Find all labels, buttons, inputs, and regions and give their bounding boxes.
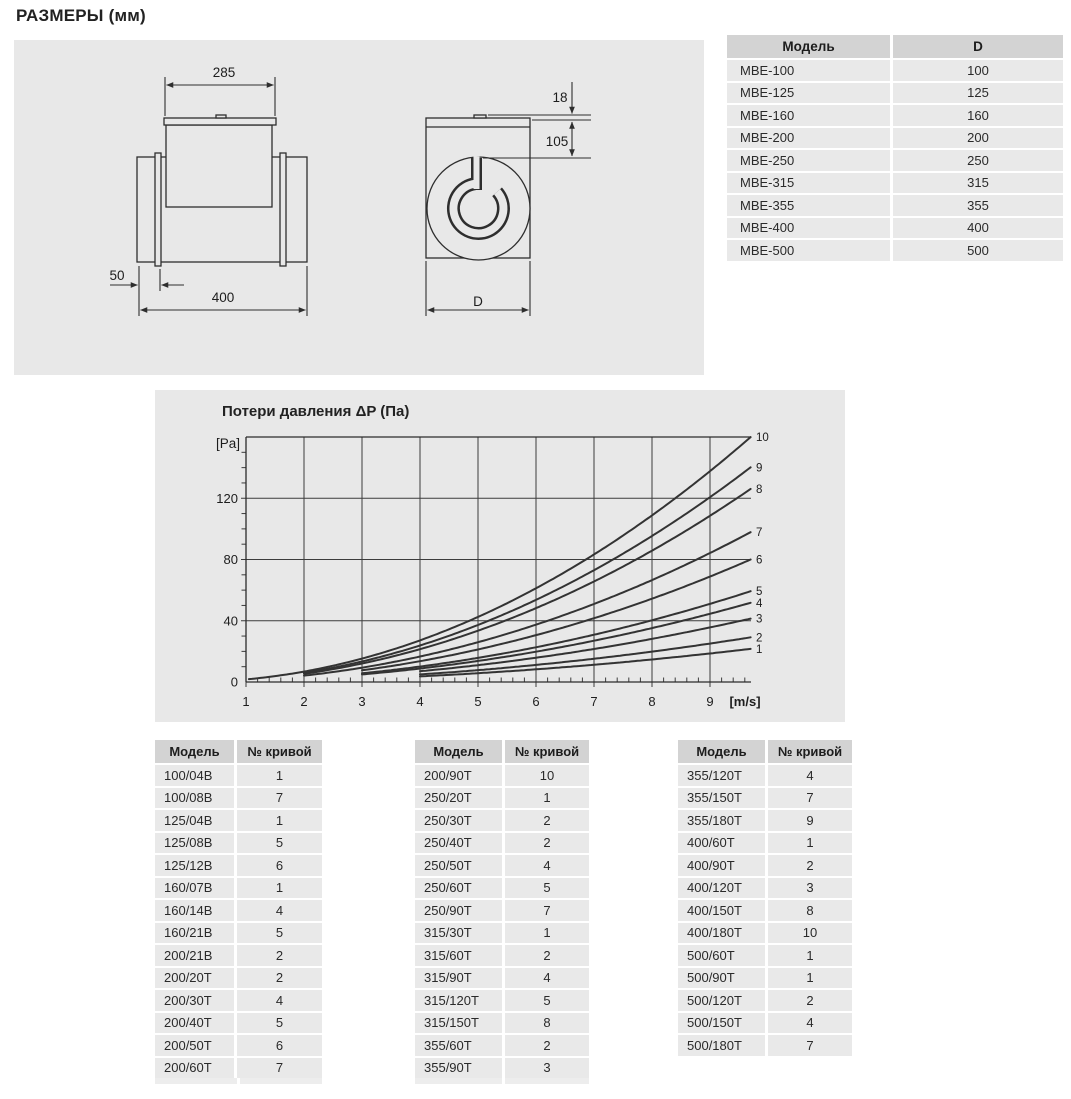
pressure-chart-panel — [155, 390, 845, 722]
table-cell: 2 — [237, 945, 322, 966]
table-cell: 100/04B — [155, 765, 237, 786]
table-cell: MBE-200 — [727, 128, 893, 149]
terminal-box — [166, 125, 272, 207]
table-row — [678, 923, 852, 944]
table-cell: 10 — [505, 765, 589, 786]
table-row — [155, 1058, 322, 1079]
side-view — [426, 115, 530, 260]
table-cell: 2 — [505, 833, 589, 854]
model-d-table — [727, 33, 1063, 263]
table-cell: 500/90T — [678, 968, 768, 989]
table-row — [155, 968, 322, 989]
table-cell: 500/150T — [678, 1013, 768, 1034]
table-cell: 10 — [768, 923, 852, 944]
y-tick-label: 80 — [223, 552, 238, 567]
table-cell: 200/90T — [415, 765, 505, 786]
table-cell: 355/120T — [678, 765, 768, 786]
x-axis-unit-label: [m/s] — [729, 694, 761, 709]
table-cell: 315/90T — [415, 968, 505, 989]
table-cell: 5 — [505, 878, 589, 899]
table-row — [727, 173, 1063, 194]
table-row — [155, 900, 322, 921]
table-row — [155, 990, 322, 1011]
table-cell: 355/60T — [415, 1035, 505, 1056]
table-row — [415, 765, 589, 786]
dimensions-drawing — [14, 40, 704, 375]
table-cell: 6 — [237, 855, 322, 876]
table-cell: 5 — [237, 923, 322, 944]
dim-label-285: 285 — [212, 65, 236, 80]
curve-label-5: 5 — [756, 586, 763, 599]
table-row — [727, 60, 1063, 81]
table-cell: 500/180T — [678, 1035, 768, 1056]
x-tick-label: 5 — [474, 694, 482, 709]
table-cell: 500/120T — [678, 990, 768, 1011]
table-cell: 250/20T — [415, 788, 505, 809]
x-tick-label: 4 — [416, 694, 424, 709]
table-cell: 100 — [893, 60, 1063, 81]
table-cell: 400/90T — [678, 855, 768, 876]
table-row — [155, 923, 322, 944]
side-lid-tab — [474, 115, 486, 118]
table-cell: 2 — [505, 1035, 589, 1056]
table-cell: 4 — [768, 1013, 852, 1034]
table-row — [415, 968, 589, 989]
curve-table-3 — [678, 738, 852, 1058]
dim-label-D: D — [473, 294, 483, 309]
x-tick-label: 8 — [648, 694, 656, 709]
table-cell: 1 — [237, 765, 322, 786]
table-cell: 7 — [768, 1035, 852, 1056]
table-row — [678, 945, 852, 966]
column-header: Модель — [727, 35, 893, 58]
x-tick-label: 7 — [590, 694, 598, 709]
table-cell: 4 — [505, 968, 589, 989]
table-row — [415, 788, 589, 809]
column-header: № кривой — [768, 740, 852, 763]
curve-10 — [249, 437, 751, 679]
table-row — [415, 833, 589, 854]
x-tick-label: 1 — [242, 694, 250, 709]
table-cell: 8 — [768, 900, 852, 921]
terminal-box-lid — [164, 118, 276, 125]
table-cell: 7 — [237, 1058, 322, 1079]
x-tick-label: 9 — [706, 694, 714, 709]
table-row — [415, 923, 589, 944]
table-row — [155, 833, 322, 854]
table-row — [678, 1013, 852, 1034]
table-cell: 315/120T — [415, 990, 505, 1011]
column-header: D — [893, 35, 1063, 58]
table-row — [727, 218, 1063, 239]
table-row — [727, 240, 1063, 261]
table-cell: 400/60T — [678, 833, 768, 854]
curve-label-4: 4 — [756, 597, 763, 610]
table-row — [155, 855, 322, 876]
y-tick-label: 0 — [230, 674, 238, 690]
curve-8 — [304, 489, 751, 674]
table-cell: 4 — [505, 855, 589, 876]
partial-row-stub — [240, 1078, 322, 1084]
header-row — [727, 35, 1063, 58]
table-row — [678, 855, 852, 876]
table-cell: 125 — [893, 83, 1063, 104]
table-cell: MBE-160 — [727, 105, 893, 126]
front-view — [137, 115, 307, 266]
table-cell: 250/90T — [415, 900, 505, 921]
table-row — [415, 810, 589, 831]
table-row — [727, 128, 1063, 149]
table-row — [415, 1058, 589, 1079]
y-axis-unit-label: [Pa] — [215, 436, 240, 451]
table-cell: 3 — [505, 1058, 589, 1079]
table-cell: 200/21B — [155, 945, 237, 966]
table-row — [727, 105, 1063, 126]
table-cell: 3 — [768, 878, 852, 899]
table-cell: 125/08B — [155, 833, 237, 854]
table-row — [155, 788, 322, 809]
table-row — [155, 945, 322, 966]
table-cell: 7 — [505, 900, 589, 921]
table-cell: 250/60T — [415, 878, 505, 899]
dim-label-400: 400 — [211, 290, 235, 305]
table-cell: MBE-315 — [727, 173, 893, 194]
table-cell: 400 — [893, 218, 1063, 239]
table-cell: 315 — [893, 173, 1063, 194]
table-cell: 315/60T — [415, 945, 505, 966]
table-cell: 250/50T — [415, 855, 505, 876]
table-cell: 7 — [768, 788, 852, 809]
column-header: Модель — [155, 740, 237, 763]
table-cell: 200/40T — [155, 1013, 237, 1034]
table-cell: 9 — [768, 810, 852, 831]
table-row — [155, 810, 322, 831]
table-row — [678, 1035, 852, 1056]
table-cell: 200/50T — [155, 1035, 237, 1056]
table-cell: MBE-125 — [727, 83, 893, 104]
table-cell: 160/07B — [155, 878, 237, 899]
curve-table-1 — [155, 738, 322, 1080]
curve-label-7: 7 — [756, 527, 763, 540]
table-cell: 400/120T — [678, 878, 768, 899]
y-tick-label: 40 — [223, 613, 238, 629]
dim-label-105: 105 — [545, 134, 569, 149]
table-row — [155, 765, 322, 786]
table-cell: 8 — [505, 1013, 589, 1034]
table-cell: 160 — [893, 105, 1063, 126]
curve-label-3: 3 — [756, 613, 763, 626]
table-cell: 160/14B — [155, 900, 237, 921]
table-cell: 5 — [505, 990, 589, 1011]
dim-label-50: 50 — [109, 268, 125, 283]
flange-right — [280, 153, 286, 266]
table-cell: 200/30T — [155, 990, 237, 1011]
table-cell: 7 — [237, 788, 322, 809]
table-cell: 1 — [505, 923, 589, 944]
table-cell: 100/08B — [155, 788, 237, 809]
header-row — [155, 740, 322, 763]
table-row — [415, 945, 589, 966]
table-cell: 2 — [768, 855, 852, 876]
table-cell: 315/30T — [415, 923, 505, 944]
table-row — [678, 968, 852, 989]
table-cell: 500/60T — [678, 945, 768, 966]
table-row — [678, 788, 852, 809]
pressure-loss-chart — [155, 390, 845, 722]
table-cell: 250 — [893, 150, 1063, 171]
table-row — [415, 878, 589, 899]
header-row — [415, 740, 589, 763]
table-row — [415, 990, 589, 1011]
table-cell: 5 — [237, 1013, 322, 1034]
table-cell: 1 — [237, 810, 322, 831]
column-header: Модель — [678, 740, 768, 763]
table-cell: 200 — [893, 128, 1063, 149]
header-row — [678, 740, 852, 763]
table-cell: 125/12B — [155, 855, 237, 876]
table-cell: 315/150T — [415, 1013, 505, 1034]
curve-label-10: 10 — [756, 432, 769, 445]
table-cell: 2 — [768, 990, 852, 1011]
table-row — [727, 195, 1063, 216]
table-cell: 250/30T — [415, 810, 505, 831]
table-row — [727, 150, 1063, 171]
table-cell: 200/20T — [155, 968, 237, 989]
table-cell: 4 — [237, 900, 322, 921]
table-row — [678, 765, 852, 786]
partial-row-stub — [415, 1078, 502, 1084]
table-cell: 500 — [893, 240, 1063, 261]
column-header: Модель — [415, 740, 505, 763]
table-row — [678, 833, 852, 854]
table-cell: 355 — [893, 195, 1063, 216]
partial-row-stub — [155, 1078, 237, 1084]
table-cell: 355/150T — [678, 788, 768, 809]
table-row — [727, 83, 1063, 104]
table-row — [415, 900, 589, 921]
table-row — [415, 855, 589, 876]
page-title: РАЗМЕРЫ (мм) — [16, 6, 146, 25]
table-cell: 5 — [237, 833, 322, 854]
table-cell: 160/21B — [155, 923, 237, 944]
table-cell: MBE-355 — [727, 195, 893, 216]
column-header: № кривой — [505, 740, 589, 763]
table-row — [415, 1013, 589, 1034]
table-cell: 400/180T — [678, 923, 768, 944]
chart-title: Потери давления ΔP (Па) — [222, 403, 410, 420]
table-cell: 2 — [505, 810, 589, 831]
table-row — [415, 1035, 589, 1056]
table-cell: 4 — [768, 765, 852, 786]
table-cell: 355/180T — [678, 810, 768, 831]
table-row — [678, 990, 852, 1011]
curve-label-2: 2 — [756, 632, 763, 645]
table-cell: MBE-250 — [727, 150, 893, 171]
table-row — [678, 900, 852, 921]
x-tick-label: 2 — [300, 694, 308, 709]
table-cell: 1 — [505, 788, 589, 809]
x-tick-label: 3 — [358, 694, 366, 709]
table-cell: 2 — [237, 968, 322, 989]
table-cell: 4 — [237, 990, 322, 1011]
curve-table-2 — [415, 738, 589, 1080]
table-cell: 400/150T — [678, 900, 768, 921]
curve-label-6: 6 — [756, 554, 763, 567]
table-cell: 125/04B — [155, 810, 237, 831]
table-cell: MBE-100 — [727, 60, 893, 81]
table-cell: 6 — [237, 1035, 322, 1056]
dim-label-18: 18 — [552, 90, 568, 105]
curve-label-1: 1 — [756, 643, 763, 656]
x-tick-label: 6 — [532, 694, 540, 709]
table-row — [155, 878, 322, 899]
partial-row-stub — [505, 1078, 589, 1084]
table-cell: MBE-400 — [727, 218, 893, 239]
table-cell: 1 — [768, 945, 852, 966]
lid-tab — [216, 115, 226, 118]
dimensions-panel — [14, 40, 704, 375]
table-row — [155, 1035, 322, 1056]
table-row — [678, 878, 852, 899]
table-cell: 1 — [768, 968, 852, 989]
table-row — [678, 810, 852, 831]
table-cell: 2 — [505, 945, 589, 966]
curve-label-9: 9 — [756, 462, 763, 475]
table-cell: MBE-500 — [727, 240, 893, 261]
column-header: № кривой — [237, 740, 322, 763]
y-tick-label: 120 — [216, 490, 238, 506]
table-cell: 355/90T — [415, 1058, 505, 1079]
curve-label-8: 8 — [756, 483, 763, 496]
table-cell: 200/60T — [155, 1058, 237, 1079]
table-row — [155, 1013, 322, 1034]
flange-left — [155, 153, 161, 266]
table-cell: 1 — [237, 878, 322, 899]
table-cell: 1 — [768, 833, 852, 854]
table-cell: 250/40T — [415, 833, 505, 854]
